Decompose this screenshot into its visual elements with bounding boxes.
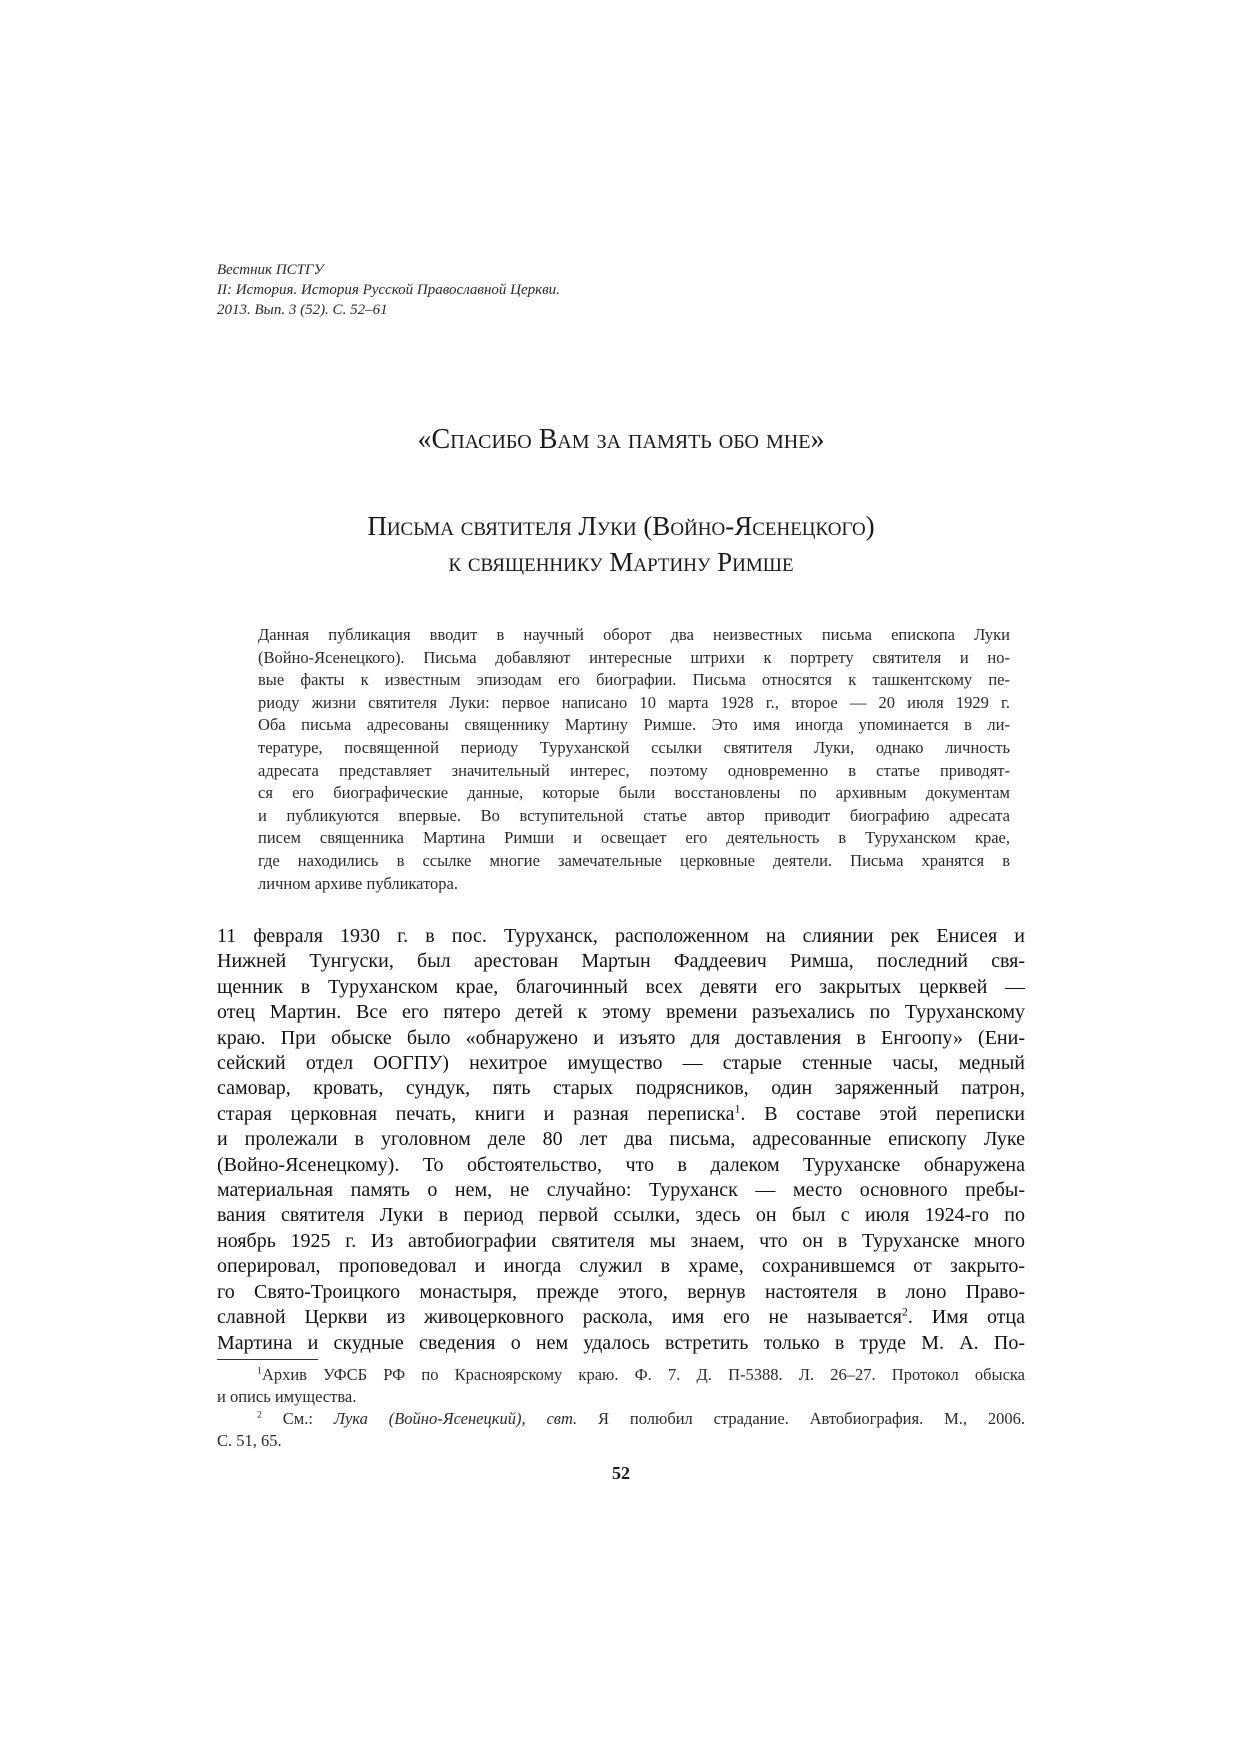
footnote-1	[217, 1364, 1025, 1386]
article-title: «Спасибо Вам за память обо мне»	[417, 424, 825, 455]
footnote-text: См.:	[261, 1409, 334, 1428]
body-line: самовар, кровать, сундук, пять старых подрясников, один заряженный патрон,	[217, 1077, 1025, 1100]
body-line: краю. При обыске было «обнаружено и изъято для доставления в Енгоопу» (Ени-	[217, 1026, 1025, 1049]
article-body	[217, 924, 1025, 1356]
footnote-ref-2[interactable]: 2	[901, 1304, 908, 1319]
subtitle-line: к священнику Мартину Римше	[448, 547, 794, 577]
footnote-1-cont: и опись имущества.	[217, 1387, 357, 1406]
footnote-2-cont: С. 51, 65.	[217, 1431, 282, 1450]
abstract-line: Данная публикация вводит в научный оборот два неизвестных письма епископа Луки	[258, 625, 1010, 644]
abstract-line: и публикуются впервые. Во вступительной статье автор приводит биографию адресата	[258, 805, 1010, 825]
journal-issue: 2013. Вып. 3 (52). С. 52–61	[217, 302, 388, 318]
footnote-mark-1: 1	[257, 1365, 262, 1377]
abstract-line: Оба письма адресованы священнику Мартину Римше. Это имя иногда упоминается в ли-	[258, 715, 1010, 735]
footnote-text: Я полюбил страдание. Автобиография. М., 2006.	[577, 1409, 1025, 1428]
footnotes	[217, 1364, 1025, 1452]
body-line: го Свято-Троицкого монастыря, прежде этого, вернув настоятеля в лоно Право-	[217, 1280, 1025, 1303]
journal-series: II: История. История Русской Православной Церкви.	[217, 282, 560, 298]
abstract-line: (Войно-Ясенецкого). Письма добавляют интересные штрихи к портрету святителя и но-	[258, 647, 1010, 667]
journal-name: Вестник ПСТГУ	[217, 262, 324, 278]
footnote-2	[217, 1408, 1025, 1430]
body-line: Нижней Тунгуски, был арестован Мартын Фаддеевич Римша, последний свя-	[217, 950, 1025, 973]
abstract-line: вые факты к известным эпизодам его биографии. Письма относятся к ташкентскому пе-	[258, 670, 1010, 690]
abstract	[258, 624, 1010, 895]
body-line-with-footnote	[217, 1305, 1025, 1330]
abstract-line: писем священника Мартина Римши и освещает его деятельность в Туруханском крае,	[258, 828, 1010, 848]
body-line: сейский отдел ООГПУ) нехитрое имущество — старые стенные часы, медный	[217, 1052, 1025, 1075]
article-subtitle	[217, 508, 1025, 580]
footnote-author: Лука (Войно-Ясенецкий), свт.	[333, 1409, 578, 1428]
body-line: материальная память о нем, не случайно: Туруханск — место основного пребы-	[217, 1179, 1025, 1202]
body-line: вания святителя Луки в период первой ссылки, здесь он был с июля 1924-го по	[217, 1204, 1025, 1227]
footnote-text: Архив УФСБ РФ по Красноярскому краю. Ф. 7. Д. П-5388. Л. 26–27. Протокол обыска	[261, 1365, 1025, 1384]
body-line-text: славной Церкви из живоцерковного раскола, имя его не называется	[217, 1306, 902, 1329]
body-line-text: . В составе этой переписки	[740, 1102, 1025, 1125]
running-header	[217, 260, 917, 320]
abstract-line: личном архиве публикатора.	[258, 873, 459, 893]
footnote-ref-1[interactable]: 1	[734, 1101, 741, 1116]
body-line-text: старая церковная печать, книги и разная переписка	[217, 1102, 735, 1125]
footnote-mark-2: 2	[257, 1409, 262, 1421]
body-line: Мартина и скудные сведения о нем удалось встретить только в труде М. А. По-	[217, 1331, 1025, 1354]
body-line: 11 февраля 1930 г. в пос. Туруханск, расположенном на слиянии рек Енисея и	[217, 925, 1025, 947]
abstract-line: адресата представляет значительный интерес, поэтому одновременно в статье приводят-	[258, 760, 1010, 780]
abstract-line: риоду жизни святителя Луки: первое написано 10 марта 1928 г., второе — 20 июля 1929 г.	[258, 692, 1010, 712]
body-line: оперировал, проповедовал и иногда служил в храме, сохранившемся от закрыто-	[217, 1255, 1025, 1278]
body-line-with-footnote	[217, 1102, 1025, 1127]
abstract-line: где находились в ссылке многие замечательные церковные деятели. Письма хранятся в	[258, 850, 1010, 870]
body-line: щенник в Туруханском крае, благочинный всех девяти его закрытых церквей —	[217, 975, 1025, 998]
page-number: 52	[612, 1463, 630, 1483]
body-line: отец Мартин. Все его пятеро детей к этому времени разъехались по Туруханскому	[217, 1001, 1025, 1024]
body-line: (Войно-Ясенецкому). То обстоятельство, что в далеком Туруханске обнаружена	[217, 1153, 1025, 1176]
body-line: ноябрь 1925 г. Из автобиографии святителя мы знаем, что он в Туруханске много	[217, 1229, 1025, 1252]
footnote-divider	[217, 1359, 318, 1360]
body-line-text: . Имя отца	[907, 1306, 1026, 1329]
abstract-line: ся его биографические данные, которые были восстановлены по архивным документам	[258, 783, 1010, 803]
subtitle-line: Письма святителя Луки (Войно-Ясенецкого)	[367, 511, 875, 541]
body-line: и пролежали в уголовном деле 80 лет два письма, адресованные епископу Луке	[217, 1128, 1025, 1151]
abstract-line: тературе, посвященной периоду Туруханской ссылки святителя Луки, однако личность	[258, 737, 1010, 757]
